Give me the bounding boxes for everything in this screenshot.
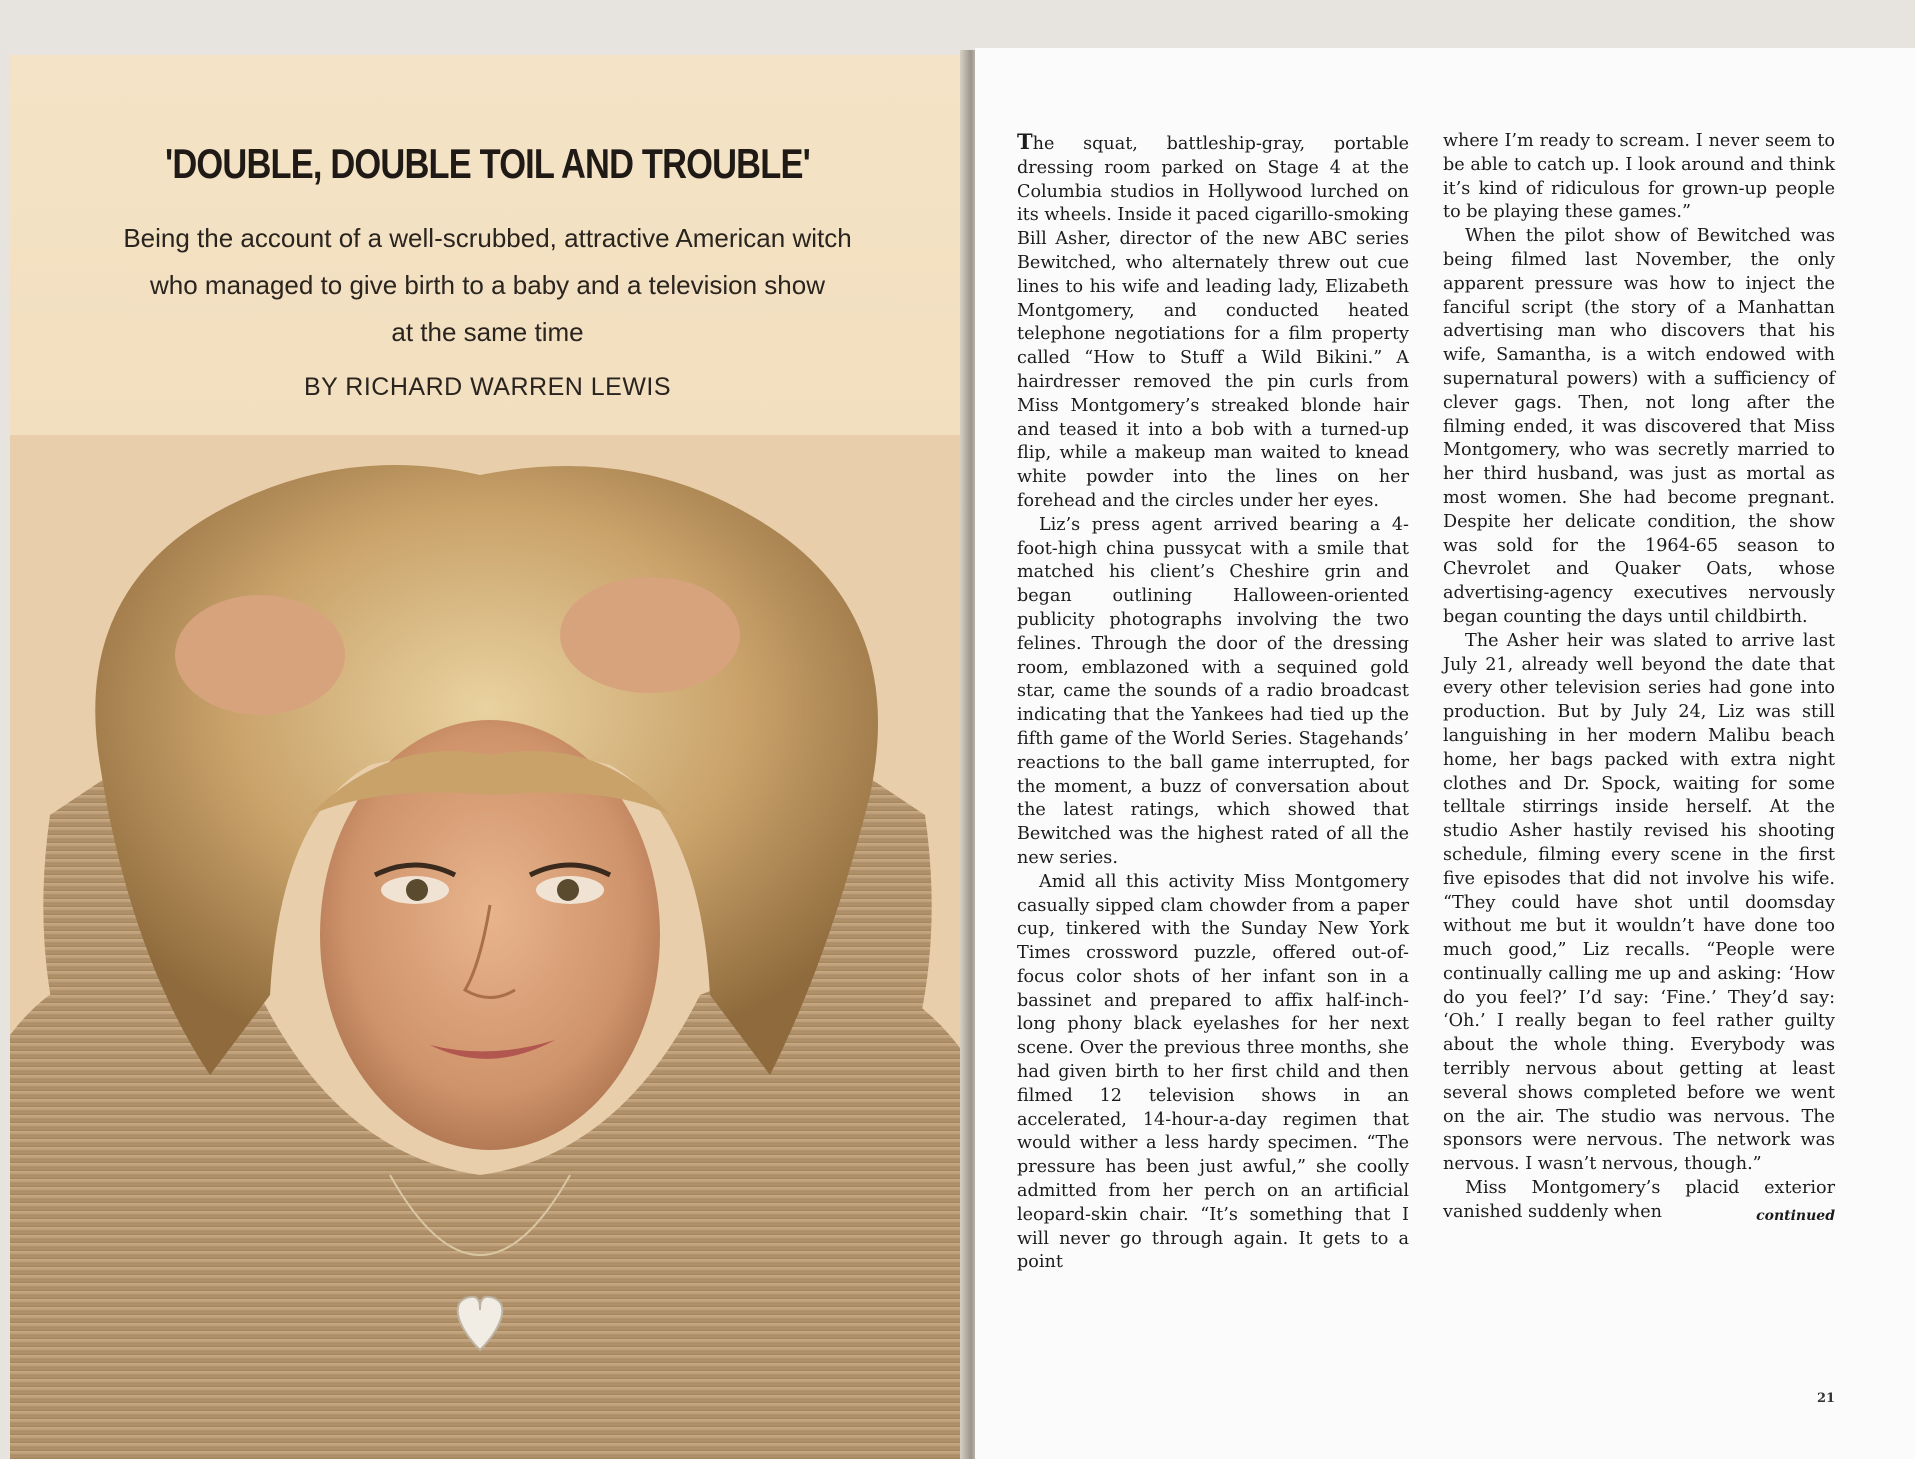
dek	[110, 215, 865, 356]
left-page	[10, 55, 965, 1459]
paragraph	[1443, 1177, 1835, 1225]
paragraph: Liz’s press agent arrived bearing a 4-foot-high china pussycat with a smile that matched his client’s Cheshire grin and began outlining Halloween-oriented publicity photographs involving the two felines. Through the door of the dressing room, emblazoned with a sequined gold star, came the sounds of a radio broadcast indicating that the Yankees had tied up the fifth game of the World Series. Stagehands’ reactions to the ball game interrupted, for the moment, a buzz of conversation about the latest ratings, which showed that Bewitched was the highest rated of all the new series.	[1017, 514, 1409, 868]
article-column-1	[1017, 130, 1409, 1275]
paragraph: The Asher heir was slated to arrive last July 21, already well beyond the date that every other television series had gone into production. But by July 24, Liz was still languishing in her modern Malibu beach home, her bags packed with extra night clothes and Dr. Spock, waiting for some telltale stirrings inside herself. At the studio Asher hastily revised his shooting schedule, filming every scene in the first five episodes that did not involve his wife. “They could have shot until doomsday without me but it wouldn’t have done too much good,” Liz recalls. “People were continually calling me up and asking: ‘How do you feel?’ I’d say: ‘Fine.’ They’d say: ‘Oh.’ I really began to feel rather guilty about the whole thing. Everybody was terribly nervous about getting at least several shows completed before we went on the air. The studio was nervous. The sponsors were nervous. The network was nervous. I wasn’t nervous, though.”	[1443, 630, 1835, 1175]
paragraph	[1017, 130, 1409, 514]
right-page	[975, 48, 1915, 1459]
paragraph: Amid all this activity Miss Montgomery casually sipped clam chowder from a paper cup, tinkered with the Sunday New York Times crossword puzzle, offered out-of-focus color shots of her infant son in a bassinet and prepared to affix half-inch-long phony black eyelashes for her next scene. Over the previous three months, she had given birth to her first child and then filmed 12 television shows in an accelerated, 14-hour-a-day regimen that would wither a less hardy specimen. “The pressure has been just awful,” she coolly admitted from her perch on an artificial leopard-skin chair. “It’s something that I will never go through again. It gets to a point	[1017, 871, 1409, 1273]
paragraph: When the pilot show of Bewitched was being filmed last November, the only apparent pressure was how to inject the fanciful script (the story of a Manhattan advertising man who discovers that his wife, Samantha, is a witch endowed with supernatural powers) with a sufficiency of clever gags. Then, not long after the filming ended, it was discovered that Miss Montgomery, who was secretly married to her third husband, was just as mortal as most women. She had become pregnant. Despite her delicate condition, the show was sold for the 1964-65 season to Chevrolet and Quaker Oats, whose advertising-agency executives nervously began counting the days until childbirth.	[1443, 226, 1835, 627]
dek-line: at the same time	[391, 317, 584, 347]
left-hand	[175, 595, 345, 715]
article-column-2	[1443, 130, 1835, 1229]
byline: BY RICHARD WARREN LEWIS	[303, 373, 672, 401]
drop-cap: T	[1017, 129, 1033, 154]
paragraph-text: he squat, battleship-gray, portable dressing room parked on Stage 4 at the Columbia studios in Hollywood lurched on its wheels. Inside it paced cigarillo-smoking Bill Asher, director of the new ABC series Bewitched, who alternately threw out cue lines to his wife and leading lady, Elizabeth Montgomery, and conducted heated telephone negotiations for a film property called “How to Stuff a Wild Bikini.” A hairdresser removed the pin curls from Miss Montgomery’s streaked blonde hair and teased it into a bob with a turned-up flip, while a makeup man waited to knead white powder into the lines on her forehead and the circles under her eyes.	[1017, 134, 1409, 511]
dek-line: Being the account of a well-scrubbed, attractive American witch	[123, 223, 852, 253]
headline: 'DOUBLE, DOUBLE TOIL AND TROUBLE'	[165, 140, 810, 187]
dek-line: who managed to give birth to a baby and a television show	[150, 270, 825, 300]
portrait-photo	[10, 435, 965, 1459]
page-number: 21	[1817, 1391, 1836, 1406]
continued-label: continued	[1756, 1207, 1835, 1224]
left-eye	[406, 879, 428, 901]
right-eye	[557, 879, 579, 901]
paragraph: where I’m ready to scream. I never seem to be able to catch up. I look around and think it’s kind of ridiculous for grown-up people to be playing these games.”	[1443, 131, 1835, 223]
right-hand	[560, 577, 740, 693]
paragraph-text: Miss Montgomery’s placid exterior vanished suddenly when	[1443, 1178, 1835, 1222]
